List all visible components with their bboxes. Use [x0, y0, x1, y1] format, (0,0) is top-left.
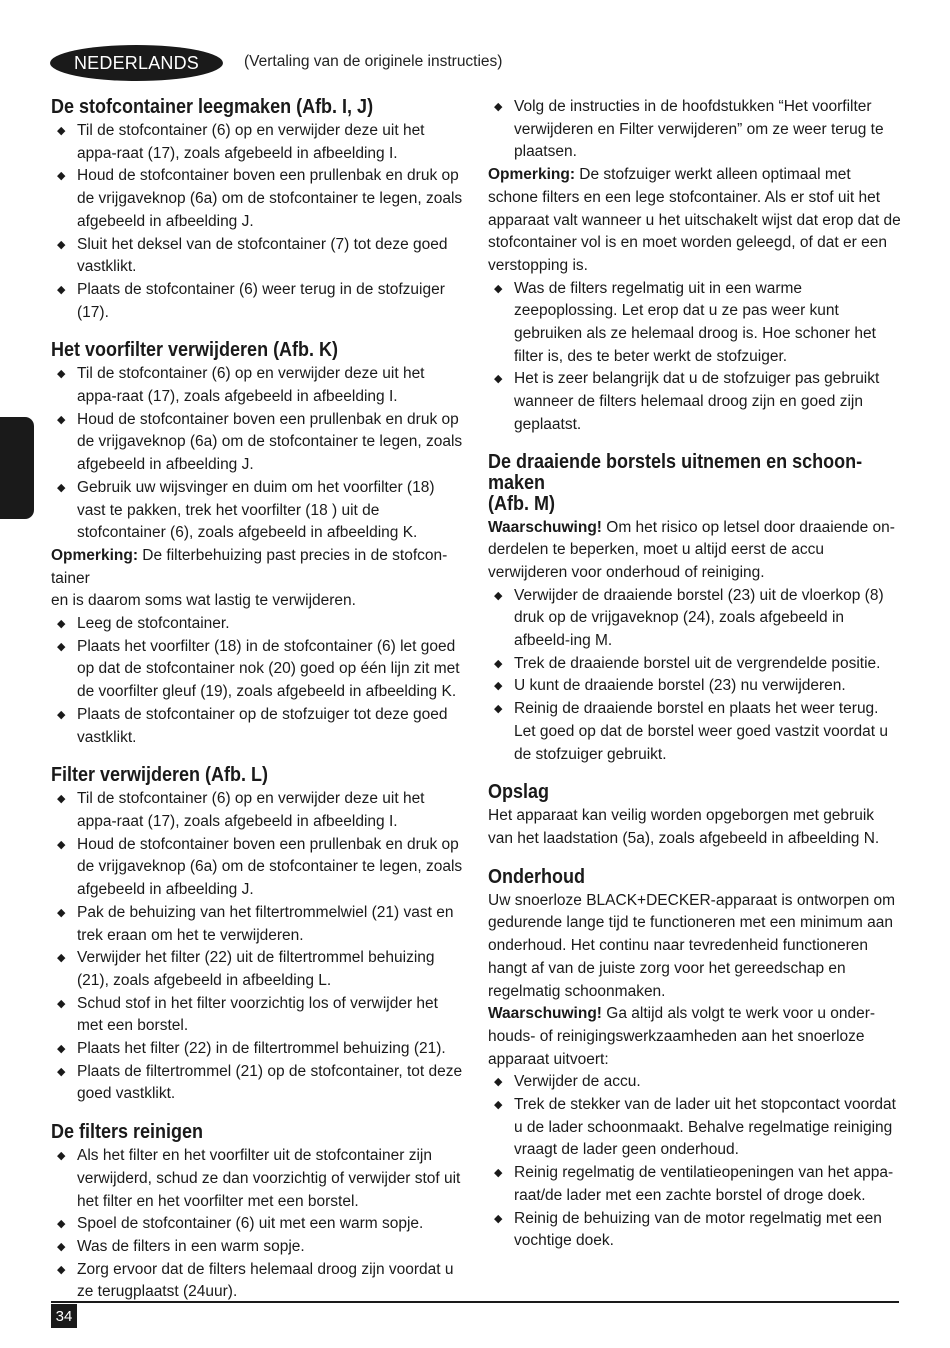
list-item: ◆ Het is zeer belangrijk dat u de stofzuiger pas gebruikt wanneer de filters helemaal droog zijn en goed zijn geplaatst. — [494, 370, 880, 433]
diamond-bullet-icon: ◆ — [57, 283, 66, 296]
section-maintenance — [488, 866, 902, 1253]
list-item: ◆ Verwijder de accu. — [488, 1071, 902, 1094]
list-item: ◆ Houd de stofcontainer boven een prullenbak en druk op de vrijgaveknop (6a) om de stofcontainer te legen, zoals afgebeeld in afbeelding J. — [57, 410, 463, 474]
section-prefilter-remove — [51, 339, 463, 749]
section-title — [488, 452, 861, 515]
list-item: ◆ Verwijder de draaiende borstel (23) uit de vloerkop (8) druk op de vrijgaveknop (24), zoals afgebeeld in afbeeld-ing M. — [494, 586, 884, 650]
footer-rule — [51, 1301, 899, 1303]
diamond-bullet-icon: ◆ — [494, 703, 503, 716]
diamond-bullet-icon: ◆ — [57, 793, 66, 806]
bullet-list — [488, 1071, 902, 1253]
page-number-label: 34 — [55, 1307, 73, 1325]
diamond-bullet-icon: ◆ — [57, 1240, 66, 1253]
diamond-bullet-icon: ◆ — [494, 101, 503, 113]
bullet-list — [488, 96, 902, 164]
list-item: ◆ Plaats het filter (22) in de filtertrommel behuizing (21). — [51, 1038, 463, 1061]
section-filter-remove — [51, 764, 463, 1106]
list-item: ◆ Spoel de stofcontainer (6) uit met een warm sopje. — [51, 1213, 463, 1236]
diamond-bullet-icon: ◆ — [57, 413, 66, 426]
diamond-bullet-icon: ◆ — [57, 952, 66, 965]
list-item: ◆ Was de filters in een warm sopje. — [51, 1236, 463, 1259]
diamond-bullet-icon: ◆ — [494, 1099, 503, 1112]
diamond-bullet-icon: ◆ — [57, 1043, 66, 1056]
section-title: Onderhoud — [488, 865, 585, 888]
bullet-list — [488, 585, 902, 767]
diamond-bullet-icon: ◆ — [57, 640, 66, 653]
section-title: De filters reinigen — [51, 1121, 204, 1144]
list-item: ◆ Was de filters regelmatig uit in een warme zeepoplossing. Let erop dat u ze pas weer kunt gebruiken als ze helemaal droog is. Hoe schoner het filter is, des te beter werkt de stofzuiger. — [494, 279, 876, 365]
page-number — [51, 1304, 77, 1328]
section-title: Opslag — [488, 781, 550, 804]
section-filter-continued — [488, 96, 902, 437]
list-item: ◆ Plaats het voorfilter (18) in de stofcontainer (6) let goed op dat de stofcontainer nok (20) goed op één lijn zit met de voorfilter gleuf (19), zoals afgebeeld in afbeelding K. — [57, 637, 460, 701]
warning-label: Waarschuwing! — [488, 518, 602, 536]
list-item: ◆ Verwijder het filter (22) uit de filtertrommel behuizing (21), zoals afgebeeld in afbeelding L. — [57, 949, 435, 989]
title-line: (Afb. M) — [488, 492, 555, 515]
section-storage — [488, 781, 902, 850]
list-item: ◆ Volg de instructies in de hoofdstukken “Het voorfilter verwijderen en Filter verwijderen” om ze weer terug te plaatsen. — [494, 98, 884, 161]
diamond-bullet-icon: ◆ — [57, 481, 66, 494]
diamond-bullet-icon: ◆ — [494, 589, 503, 602]
list-item: ◆ Schud stof in het filter voorzichtig los of verwijder het met een borstel. — [57, 994, 438, 1035]
title-line: maken — [488, 471, 546, 494]
warning-paragraph: Waarschuwing! Om het risico op letsel door draaiende on-derdelen te beperken, moet u altijd eerst de accu verwijderen voor onderhoud of reiniging. — [488, 518, 895, 581]
body-paragraph: Het apparaat kan veilig worden opgeborgen met gebruik van het laadstation (5a), zoals afgebeeld in afbeelding N. — [488, 807, 880, 847]
warning-label: Waarschuwing! — [488, 1005, 602, 1023]
diamond-bullet-icon: ◆ — [494, 373, 503, 386]
language-label: NEDERLANDS — [73, 52, 200, 73]
diamond-bullet-icon: ◆ — [494, 657, 503, 670]
section-title: Het voorfilter verwijderen (Afb. K) — [51, 339, 339, 362]
note-label: Opmerking: — [51, 546, 138, 564]
list-item: ◆ Reinig regelmatig de ventilatieopeningen van het appa-raat/de lader met een zachte borstel of droge doek. — [494, 1164, 894, 1204]
language-badge — [50, 45, 223, 81]
diamond-bullet-icon: ◆ — [57, 838, 66, 851]
diamond-bullet-icon: ◆ — [494, 282, 503, 295]
note-label: Opmerking: — [488, 166, 575, 184]
diamond-bullet-icon: ◆ — [57, 906, 66, 919]
section-edge-tab — [0, 417, 34, 519]
left-column — [51, 96, 463, 1319]
list-item: ◆ Plaats de stofcontainer (6) weer terug in de stofzuiger (17). — [57, 280, 445, 321]
list-item: ◆ Houd de stofcontainer boven een prullenbak en druk op de vrijgaveknop (6a) om de stofcontainer te legen, zoals afgebeeld in afbeelding J. — [57, 167, 463, 230]
body-paragraph: Uw snoerloze BLACK+DECKER-apparaat is ontworpen om gedurende lange tijd te functioneren met een minimum aan onderhoud. Het continu naar tevredenheid functioneren hangt af van de juiste zorg voor het gereedschap en regelmatig schoonmaken. — [488, 891, 896, 1000]
list-item: ◆ Reinig de behuizing van de motor regelmatig met een vochtige doek. — [494, 1209, 882, 1250]
section-empty-container — [51, 96, 463, 324]
note-paragraph: Opmerking: De stofzuiger werkt alleen optimaal met schone filters en een lege stofcontainer. Als er stof uit het apparaat valt wanneer u het uitschakelt wijst dat erop dat de stofcontainer vol is en moet worden geleegd, of dat er een verstopping is. — [488, 166, 901, 274]
title-line: De draaiende borstels uitnemen en schoon- — [488, 450, 863, 473]
warning-paragraph: Waarschuwing! Ga altijd als volgt te werk voor u onder-houds- of reinigingswerkzaamheden aan het snoerloze apparaat uitvoert: — [488, 1005, 876, 1068]
list-item: ◆ U kunt de draaiende borstel (23) nu verwijderen. — [488, 675, 902, 698]
list-item: ◆ Til de stofcontainer (6) op en verwijder deze uit het appa-raat (17), zoals afgebeeld in afbeelding I. — [57, 790, 425, 830]
list-item: ◆ Leeg de stofcontainer. — [51, 613, 463, 636]
note-continuation: en is daarom soms wat lastig te verwijderen. — [51, 592, 356, 610]
list-item: ◆ Plaats de stofcontainer op de stofzuiger tot deze goed vastklikt. — [57, 705, 448, 746]
list-item: ◆ Zorg ervoor dat de filters helemaal droog zijn voordat u ze terugplaatst (24uur). — [57, 1260, 454, 1301]
section-title: Filter verwijderen (Afb. L) — [51, 764, 269, 787]
diamond-bullet-icon: ◆ — [57, 1150, 66, 1163]
translation-note: (Vertaling van de originele instructies) — [244, 53, 503, 70]
list-item: ◆ Reinig de draaiende borstel en plaats het weer terug. Let goed op dat de borstel weer goed vastzit voordat u de stofzuiger gebruikt. — [494, 700, 888, 763]
diamond-bullet-icon: ◆ — [57, 618, 66, 631]
section-title: De stofcontainer leegmaken (Afb. I, J) — [51, 96, 374, 118]
note-paragraph: Opmerking: De filterbehuizing past precies in de stofcon-tainer — [51, 546, 448, 587]
right-column — [488, 96, 902, 1268]
diamond-bullet-icon: ◆ — [57, 1263, 66, 1276]
diamond-bullet-icon: ◆ — [494, 1167, 503, 1180]
section-clean-filters — [51, 1121, 463, 1304]
bullet-list — [51, 613, 463, 749]
diamond-bullet-icon: ◆ — [57, 170, 66, 183]
diamond-bullet-icon: ◆ — [494, 1212, 503, 1225]
bullet-list — [488, 278, 902, 437]
diamond-bullet-icon: ◆ — [494, 1076, 503, 1089]
bullet-list — [51, 120, 463, 324]
diamond-bullet-icon: ◆ — [57, 125, 66, 137]
list-item: ◆ Til de stofcontainer (6) op en verwijder deze uit het appa-raat (17), zoals afgebeeld in afbeelding I. — [57, 122, 425, 162]
bullet-list — [51, 1145, 463, 1304]
diamond-bullet-icon: ◆ — [57, 997, 66, 1010]
list-item: ◆ Sluit het deksel van de stofcontainer (7) tot deze goed vastklikt. — [57, 235, 448, 276]
list-item: ◆ Als het filter en het voorfilter uit de stofcontainer zijn verwijderd, schud ze dan voorzichtig of verwijder stof uit het filter en het voorfilter met een borstel. — [57, 1147, 461, 1210]
list-item: ◆ Pak de behuizing van het filtertrommelwiel (21) vast en trek eraan om het te verwijderen. — [57, 903, 454, 944]
list-item: ◆ Trek de stekker van de lader uit het stopcontact voordat u de lader schoonmaakt. Behalve regelmatige reiniging vraagt de lader geen onderhoud. — [494, 1096, 896, 1159]
list-item: ◆ Plaats de filtertrommel (21) op de stofcontainer, tot deze goed vastklikt. — [57, 1062, 463, 1103]
bullet-list — [51, 363, 463, 545]
diamond-bullet-icon: ◆ — [57, 1218, 66, 1231]
diamond-bullet-icon: ◆ — [57, 708, 66, 721]
diamond-bullet-icon: ◆ — [494, 680, 503, 693]
list-item: ◆ Til de stofcontainer (6) op en verwijder deze uit het appa-raat (17), zoals afgebeeld in afbeelding I. — [57, 365, 425, 406]
diamond-bullet-icon: ◆ — [57, 368, 66, 381]
list-item: ◆ Gebruik uw wijsvinger en duim om het voorfilter (18) vast te pakken, trek het voorfilter (18 ) uit de stofcontainer (6), zoals afgebeeld in afbeelding K. — [57, 478, 435, 542]
diamond-bullet-icon: ◆ — [57, 238, 66, 251]
section-rotating-brushes — [488, 452, 902, 767]
list-item: ◆ Trek de draaiende borstel uit de vergrendelde positie. — [488, 653, 902, 676]
diamond-bullet-icon: ◆ — [57, 1065, 66, 1078]
list-item: ◆ Houd de stofcontainer boven een prullenbak en druk op de vrijgaveknop (6a) om de stofcontainer te legen, zoals afgebeeld in afbeelding J. — [57, 835, 463, 899]
bullet-list — [51, 788, 463, 1106]
